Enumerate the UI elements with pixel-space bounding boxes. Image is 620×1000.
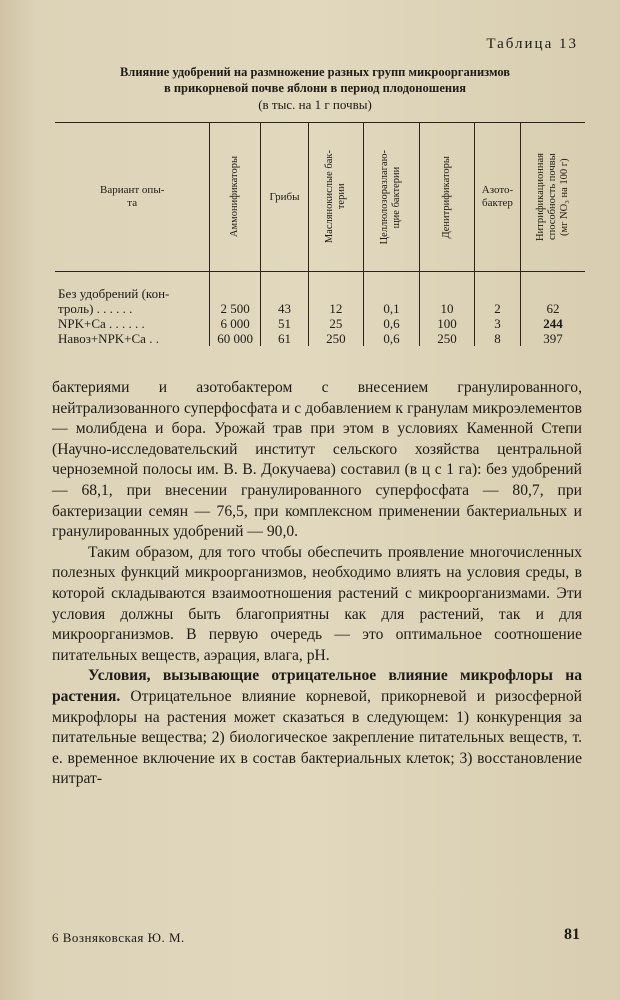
paragraph-3 — [52, 666, 582, 790]
header-azotobacter: Азото- бактер — [474, 123, 520, 272]
cell-variant: Навоз+NPK+Ca . . — [55, 331, 210, 346]
cell: 6 000 — [210, 316, 260, 331]
cell: 100 — [420, 316, 475, 331]
header-ammonifiers: Аммонификаторы — [210, 123, 260, 272]
table-row — [55, 272, 585, 317]
table-row — [55, 316, 585, 331]
cell-variant: Без удобрений (кон- троль) . . . . . . — [55, 272, 210, 317]
header-nitrification: Нитрификационная способность почвы (мг NO₃ на 100 г) — [521, 123, 585, 272]
cell: 244 — [543, 316, 563, 331]
cell: 250 — [309, 331, 364, 346]
cell: 8 — [474, 331, 520, 346]
table-header-row — [55, 123, 585, 272]
cell: 51 — [260, 316, 308, 331]
header-fungi: Грибы — [260, 123, 308, 272]
table-number: Таблица 13 — [486, 36, 578, 52]
table-title-line2: в прикорневой почве яблони в период плодоношения — [163, 81, 467, 95]
paragraph-3-heading: Условия, вызывающие отрицательное влияние микрофлоры на растения. — [52, 667, 582, 705]
cell: 2 — [474, 272, 520, 317]
cell: 250 — [420, 331, 475, 346]
table-title-line1: Влияние удобрений на размножение разных групп микроорганизмов — [119, 65, 511, 79]
cell: 25 — [309, 316, 364, 331]
header-butyric-bacteria: Маслянокислые бак- терии — [309, 123, 364, 272]
table-units: (в тыс. на 1 г почвы) — [258, 97, 372, 112]
cell: 397 — [543, 331, 563, 346]
cell: 0,6 — [363, 331, 420, 346]
header-cellulose-bacteria: Целлюлозоразлагаю- щие бактерии — [363, 123, 420, 272]
table-row — [55, 331, 585, 346]
body-text — [52, 378, 582, 790]
cell: 43 — [260, 272, 308, 317]
header-variant: Вариант опы- та — [55, 123, 210, 272]
cell: 10 — [420, 272, 475, 317]
header-denitrifiers: Денитрификаторы — [420, 123, 475, 272]
cell-variant: NPK+Ca . . . . . . — [55, 316, 210, 331]
cell: 0,1 — [363, 272, 420, 317]
paragraph-1: бактериями и азотобактером с внесением гранулированного, нейтрализованного суперфосфата и с добавлением к гранулам микроэлементов — молибдена и бора. Урожай трав при этом в условиях Каменной Степи (Научно-исследовательский институт сельского хозяйства центральной черноземной полосы им. В. В. Докучаева) составил (в ц с 1 га): без удобрений — 68,1, при внесении гранулированного суперфосфата — 80,7, при бактеризации семян — 76,5, при комплексном применении бактериальных и гранулированных удобрений — 90,0. — [52, 379, 582, 541]
table-title — [40, 64, 590, 96]
cell: 3 — [474, 316, 520, 331]
cell: 62 — [546, 301, 560, 316]
cell: 0,6 — [363, 316, 420, 331]
cell: 12 — [309, 272, 364, 317]
footer-signature: 6 Возняковская Ю. М. — [52, 930, 185, 945]
cell: 61 — [260, 331, 308, 346]
paragraph-3-text: Отрицательное влияние корневой, прикорневой и ризосферной микрофлоры на растения может сказаться в следующем: 1) конкуренция за питательные вещества; 2) биологическое закрепление питательных веществ, т. е. временное включение их в состав бактериальных клеток; 3) восстановление нитрат- — [52, 687, 582, 788]
paragraph-2: Таким образом, для того чтобы обеспечить проявление многочисленных полезных функций микроорганизмов, необходимо влиять на условия среды, в которой складываются взаимоотношения растений с микроорганизмами. Эти условия должны быть благоприятны как для растений, так и для микроорганизмов. В первую очередь — это оптимальное соотношение питательных веществ, аэрация, влага, pH. — [52, 543, 582, 664]
cell: 2 500 — [210, 272, 260, 317]
page-number: 81 — [564, 926, 580, 943]
data-table — [55, 122, 585, 346]
cell: 60 000 — [210, 331, 260, 346]
